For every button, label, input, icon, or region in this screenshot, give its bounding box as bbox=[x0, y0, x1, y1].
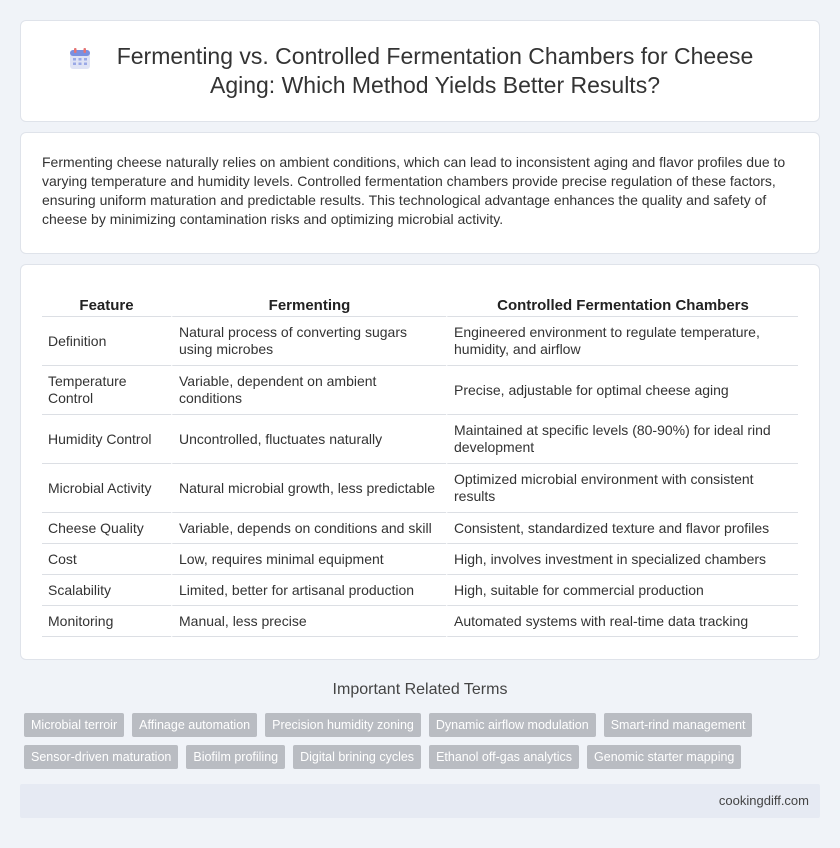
term-tag[interactable]: Digital brining cycles bbox=[293, 745, 421, 769]
chambers-cell: Automated systems with real-time data tracking bbox=[446, 606, 798, 637]
term-tag[interactable]: Genomic starter mapping bbox=[587, 745, 741, 769]
table-row bbox=[42, 575, 798, 606]
chambers-cell: Precise, adjustable for optimal cheese aging bbox=[446, 366, 798, 415]
intro-card bbox=[20, 132, 820, 254]
footer-site-link[interactable]: cookingdiff.com bbox=[718, 793, 809, 808]
comparison-table bbox=[42, 295, 798, 637]
feature-cell: Humidity Control bbox=[42, 415, 171, 464]
fermenting-cell: Limited, better for artisanal production bbox=[171, 575, 446, 606]
header-controlled-chambers: Controlled Fermentation Chambers bbox=[446, 295, 798, 317]
feature-cell: Cost bbox=[42, 544, 171, 575]
feature-cell: Scalability bbox=[42, 575, 171, 606]
feature-cell: Monitoring bbox=[42, 606, 171, 637]
header-feature: Feature bbox=[42, 295, 171, 317]
chambers-cell: High, suitable for commercial production bbox=[446, 575, 798, 606]
feature-cell: Microbial Activity bbox=[42, 464, 171, 513]
term-tag[interactable]: Ethanol off-gas analytics bbox=[429, 745, 579, 769]
page-title: Fermenting vs. Controlled Fermentation Chambers for Cheese Aging: Which Method Yields Better Results? bbox=[116, 43, 754, 98]
term-tag[interactable]: Microbial terroir bbox=[24, 713, 124, 737]
tag-row bbox=[24, 745, 824, 769]
fermenting-cell: Natural process of converting sugars using microbes bbox=[171, 317, 446, 366]
fermenting-cell: Low, requires minimal equipment bbox=[171, 544, 446, 575]
chambers-cell: Optimized microbial environment with consistent results bbox=[446, 464, 798, 513]
tag-row bbox=[24, 713, 824, 737]
table-row bbox=[42, 415, 798, 464]
term-tag[interactable]: Precision humidity zoning bbox=[265, 713, 421, 737]
term-tag[interactable]: Smart-rind management bbox=[604, 713, 753, 737]
table-row bbox=[42, 544, 798, 575]
feature-cell: Cheese Quality bbox=[42, 513, 171, 544]
fermenting-cell: Uncontrolled, fluctuates naturally bbox=[171, 415, 446, 464]
table-row bbox=[42, 513, 798, 544]
table-row bbox=[42, 366, 798, 415]
comparison-card bbox=[20, 264, 820, 660]
chambers-cell: Engineered environment to regulate temperature, humidity, and airflow bbox=[446, 317, 798, 366]
related-terms-heading: Important Related Terms bbox=[332, 681, 508, 698]
chambers-cell: High, involves investment in specialized chambers bbox=[446, 544, 798, 575]
header-fermenting: Fermenting bbox=[171, 295, 446, 317]
feature-cell: Definition bbox=[42, 317, 171, 366]
chambers-cell: Maintained at specific levels (80-90%) for ideal rind development bbox=[446, 415, 798, 464]
table-row bbox=[42, 606, 798, 637]
fermenting-cell: Manual, less precise bbox=[171, 606, 446, 637]
fermenting-cell: Natural microbial growth, less predictable bbox=[171, 464, 446, 513]
feature-cell: Temperature Control bbox=[42, 366, 171, 415]
table-row bbox=[42, 464, 798, 513]
chambers-cell: Consistent, standardized texture and flavor profiles bbox=[446, 513, 798, 544]
intro-paragraph: Fermenting cheese naturally relies on ambient conditions, which can lead to inconsistent aging and flavor profiles due to varying temperature and humidity levels. Controlled fermentation chambers provide precise regulation of these factors, ensuring uniform maturation and predictable results. This technological advantage enhances the quality and safety of cheese by minimizing contamination risks and optimizing microbial activity. bbox=[42, 154, 786, 227]
table-row bbox=[42, 317, 798, 366]
term-tag[interactable]: Sensor-driven maturation bbox=[24, 745, 178, 769]
fermenting-cell: Variable, depends on conditions and skill bbox=[171, 513, 446, 544]
footer bbox=[20, 784, 820, 818]
term-tag[interactable]: Dynamic airflow modulation bbox=[429, 713, 596, 737]
title-card bbox=[20, 20, 820, 122]
term-tag[interactable]: Biofilm profiling bbox=[186, 745, 285, 769]
related-terms-list bbox=[24, 713, 824, 777]
fermenting-cell: Variable, dependent on ambient conditions bbox=[171, 366, 446, 415]
table-header-row bbox=[42, 295, 798, 317]
term-tag[interactable]: Affinage automation bbox=[132, 713, 257, 737]
